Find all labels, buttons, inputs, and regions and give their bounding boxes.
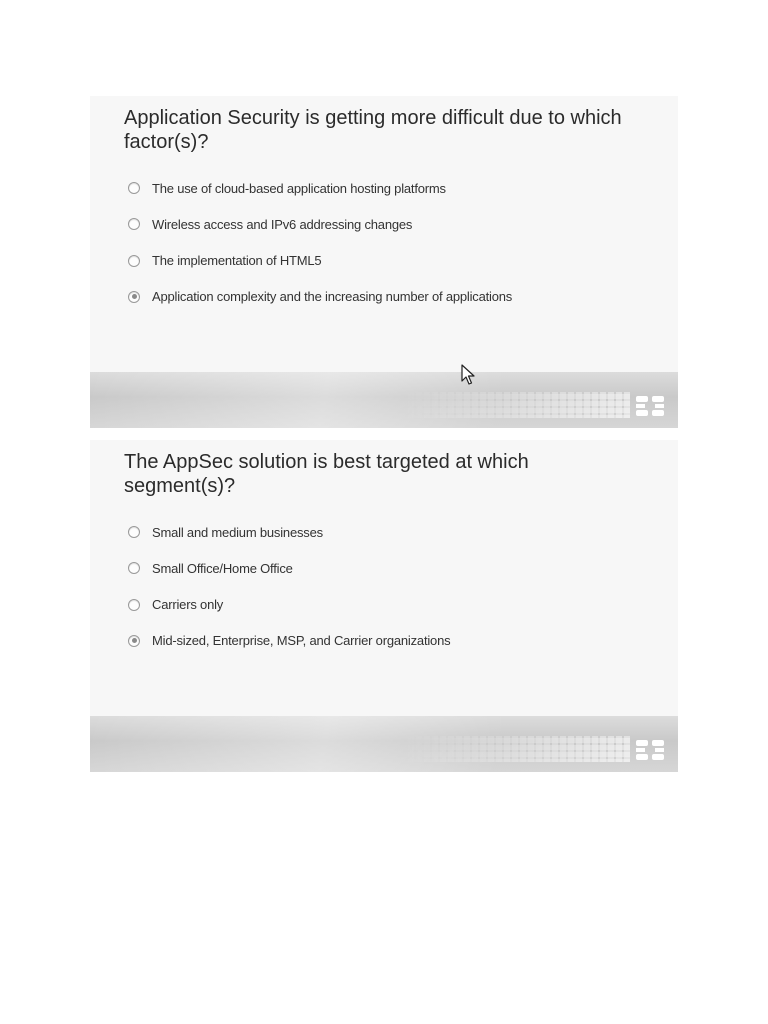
answer-option[interactable] (128, 287, 512, 307)
radio-button[interactable] (128, 218, 140, 230)
answer-option[interactable] (128, 595, 450, 615)
answer-option[interactable] (128, 522, 450, 542)
radio-button[interactable] (128, 255, 140, 267)
answer-options (128, 522, 450, 667)
fortinet-logo-icon (636, 396, 664, 416)
mouse-pointer-icon (461, 364, 475, 386)
radio-button-selected[interactable] (128, 635, 140, 647)
answer-option[interactable] (128, 178, 512, 198)
answer-option-label: Wireless access and IPv6 addressing changes (152, 216, 413, 232)
radio-button[interactable] (128, 562, 140, 574)
answer-option-label: The use of cloud-based application hosting platforms (152, 180, 446, 196)
answer-option-label: Mid-sized, Enterprise, MSP, and Carrier organizations (152, 633, 451, 649)
answer-option-label: Small and medium businesses (152, 524, 323, 540)
answer-option-label: The implementation of HTML5 (152, 253, 322, 269)
answer-option[interactable] (128, 631, 450, 651)
radio-button[interactable] (128, 182, 140, 194)
radio-button[interactable] (128, 599, 140, 611)
answer-option-label: Small Office/Home Office (152, 560, 293, 576)
pixel-pattern-decoration (400, 392, 630, 418)
question-slide-2 (90, 440, 678, 772)
radio-button[interactable] (128, 526, 140, 538)
slide-footer (90, 372, 678, 428)
pixel-pattern-decoration (400, 736, 630, 762)
slide-footer (90, 716, 678, 772)
answer-option[interactable] (128, 251, 512, 271)
answer-option[interactable] (128, 558, 450, 578)
answer-options (128, 178, 512, 323)
fortinet-logo-icon (636, 740, 664, 760)
answer-option[interactable] (128, 214, 512, 234)
radio-button-selected[interactable] (128, 291, 140, 303)
answer-option-label: Carriers only (152, 597, 224, 613)
question-title: Application Security is getting more difficult due to which factor(s)? (124, 107, 622, 153)
question-slide-1 (90, 96, 678, 428)
question-title: The AppSec solution is best targeted at which segment(s)? (124, 451, 529, 497)
answer-option-label: Application complexity and the increasing number of applications (152, 289, 513, 305)
